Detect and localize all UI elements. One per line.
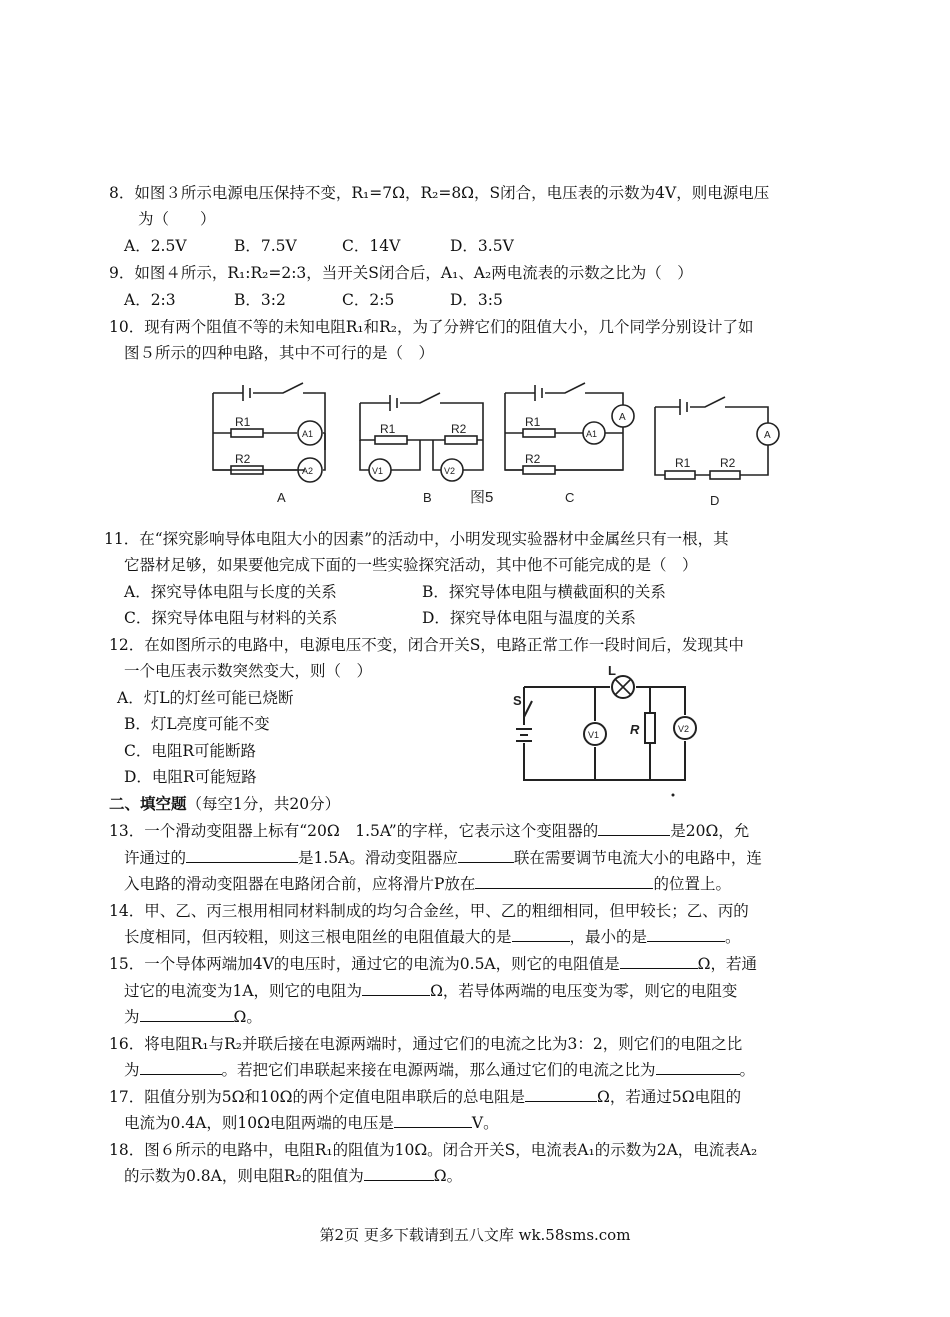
- label-l: L: [608, 665, 616, 678]
- section-2-heading: [109, 793, 340, 815]
- q13-text: 13．一个滑动变阻器上标有“20Ω 1.5A”的字样，它表示这个变阻器的: [109, 822, 599, 840]
- q9-option-c[interactable]: C．2:5: [342, 291, 395, 309]
- q15-text: Ω。: [233, 1008, 262, 1026]
- q14-text: 。: [725, 928, 741, 946]
- label-a1-a: A1: [302, 429, 314, 439]
- q15-text: 过它的电流变为1A，则它的电阻为: [124, 982, 363, 1000]
- q17-line2: [124, 1112, 499, 1134]
- label-r2-c: R2: [525, 452, 541, 466]
- q11-option-c[interactable]: C．探究导体电阻与材料的关系: [124, 609, 338, 627]
- q13-blank-4[interactable]: [475, 873, 653, 889]
- label-a-d: A: [764, 430, 771, 441]
- label-r: R: [630, 722, 640, 737]
- q18-blank-1[interactable]: [364, 1165, 434, 1181]
- q12-line2: 一个电压表示数突然变大，则（ ）: [124, 662, 373, 680]
- resistor-r1-b: [375, 436, 407, 444]
- q12-option-b[interactable]: B．灯L亮度可能不变: [124, 715, 270, 733]
- q12-option-d[interactable]: D．电阻R可能短路: [124, 768, 257, 786]
- q13-line2: [124, 847, 762, 869]
- q12-option-c[interactable]: C．电阻R可能断路: [124, 742, 257, 760]
- q13-line1: [109, 820, 749, 842]
- q16-blank-1[interactable]: [140, 1059, 222, 1075]
- q11-options-row2: [124, 607, 636, 629]
- resistor-r2-c: [523, 466, 555, 474]
- q10-line2: 图５所示的四种电路，其中不可行的是（ ）: [124, 344, 435, 362]
- q13-blank-1[interactable]: [598, 820, 670, 836]
- label-r2-d: R2: [720, 456, 736, 470]
- q13-text: 入电路的滑动变阻器在电路闭合前，应将滑片P放在: [124, 875, 476, 893]
- q8-line2: 为（ ）: [138, 210, 216, 228]
- resistor-r1: [231, 429, 263, 437]
- label-r2-b: R2: [451, 422, 467, 436]
- q14-text: 长度相同，但丙较粗，则这三根电阻丝的电阻值最大的是: [124, 928, 512, 946]
- figure-label-d: D: [710, 493, 720, 508]
- q9-options: [124, 289, 503, 311]
- label-v2-b: V2: [444, 466, 456, 476]
- q18-line2: [124, 1165, 462, 1187]
- q12-circuit: [510, 665, 700, 800]
- q8-option-c[interactable]: C．14V: [342, 237, 401, 255]
- q12-line1: 12．在如图所示的电路中，电源电压不变，闭合开关S，电路正常工作一段时间后，发现其中: [109, 636, 744, 654]
- figure-label-b: B: [423, 490, 432, 505]
- q17-line1: [109, 1086, 741, 1108]
- label-r1-b: R1: [380, 422, 396, 436]
- q15-text: Ω，若导体两端的电压变为零，则它的电阻变: [430, 982, 738, 1000]
- figure-label-a: A: [277, 490, 286, 505]
- q9-line1: 9．如图４所示，R₁:R₂=2:3，当开关S闭合后，A₁、A₂两电流表的示数之比为（ ）: [109, 264, 693, 282]
- q16-blank-2[interactable]: [656, 1059, 740, 1075]
- q16-line1: 16．将电阻R₁与R₂并联后接在电源两端时，通过它们的电流之比为3：2，则它们的电阻之比: [109, 1035, 743, 1053]
- q14-blank-1[interactable]: [512, 926, 570, 942]
- q8-option-a[interactable]: A．2.5V: [124, 237, 187, 255]
- q17-blank-1[interactable]: [525, 1086, 597, 1102]
- q13-text: 的位置上。: [653, 875, 731, 893]
- resistor-r: [645, 713, 655, 743]
- section-2-title: 二、填空题: [109, 794, 187, 813]
- q11-option-b[interactable]: B．探究导体电阻与横截面积的关系: [422, 583, 666, 601]
- label-a-c: A: [619, 412, 626, 423]
- figure-caption: 图5: [470, 489, 494, 506]
- q16-text: 为: [124, 1061, 140, 1079]
- resistor-r2-b: [445, 436, 477, 444]
- q15-line2: [124, 980, 737, 1002]
- q15-line3: [124, 1006, 262, 1028]
- resistor-r1-c: [523, 429, 555, 437]
- q13-text: 联在需要调节电流大小的电路中，连: [513, 849, 762, 867]
- q8-option-b[interactable]: B．7.5V: [234, 237, 297, 255]
- q12-option-a[interactable]: A．灯L的灯丝可能已烧断: [117, 689, 294, 707]
- q9-option-b[interactable]: B．3:2: [234, 291, 286, 309]
- circuit-d: [655, 397, 779, 479]
- switch-s: [524, 701, 532, 717]
- q18-line1: 18．图６所示的电路中，电阻R₁的阻值为10Ω。闭合开关S，电流表A₁的示数为2A，电流表A₂: [109, 1141, 758, 1159]
- q13-text: 是1.5A。滑动变阻器应: [298, 849, 458, 867]
- q14-line2: [124, 926, 741, 948]
- q11-options-row1: [124, 581, 666, 603]
- q17-text: Ω，若通过5Ω电阻的: [597, 1088, 742, 1106]
- label-a1-c: A1: [586, 429, 598, 439]
- q17-text: 17．阻值分别为5Ω和10Ω的两个定值电阻串联后的总电阻是: [109, 1088, 526, 1106]
- q13-line3: [124, 873, 731, 895]
- label-r1-a: R1: [235, 415, 251, 429]
- q8-options: [124, 235, 514, 257]
- label-v1-b: V1: [372, 466, 384, 476]
- label-r1-d: R1: [675, 456, 691, 470]
- q11-option-d[interactable]: D．探究导体电阻与温度的关系: [422, 609, 636, 627]
- q15-text: 15．一个导体两端加4V的电压时，通过它的电流为0.5A，则它的电阻值是: [109, 955, 620, 973]
- q14-line1: 14．甲、乙、丙三根用相同材料制成的均匀合金丝，甲、乙的粗细相同，但甲较长；乙、丙的: [109, 902, 749, 920]
- page-footer: 第2页 更多下载请到五八文库 wk.58sms.com: [319, 1226, 631, 1244]
- label-r2-a: R2: [235, 452, 251, 466]
- q15-text: 为: [124, 1008, 140, 1026]
- label-v2-q12: V2: [678, 724, 690, 734]
- label-a2-a: A2: [302, 466, 314, 476]
- q18-text: 的示数为0.8A，则电阻R₂的阻值为: [124, 1167, 364, 1185]
- q15-text: Ω，若通: [697, 955, 757, 973]
- q16-text: 。若把它们串联起来接在电源两端，那么通过它们的电流之比为: [221, 1061, 656, 1079]
- q14-blank-2[interactable]: [647, 926, 725, 942]
- q9-option-d[interactable]: D．3:5: [450, 291, 503, 309]
- q15-blank-1[interactable]: [620, 953, 698, 969]
- q13-blank-2[interactable]: [186, 847, 298, 863]
- q17-text: V。: [471, 1114, 499, 1132]
- figure-5: [205, 375, 785, 515]
- label-r1-c: R1: [525, 415, 541, 429]
- q13-text: 许通过的: [124, 849, 187, 867]
- q15-line1: [109, 953, 757, 975]
- section-2-note: （每空1分，共20分）: [186, 795, 341, 813]
- q9-option-a[interactable]: A．2:3: [124, 291, 176, 309]
- q10-line1: 10．现有两个阻值不等的未知电阻R₁和R₂，为了分辨它们的阻值大小，几个同学分别设计了如: [109, 318, 754, 336]
- q11-line2: 它器材足够，如果要他完成下面的一些实验探究活动，其中他不可能完成的是（ ）: [124, 556, 698, 574]
- figure-label-c: C: [565, 490, 575, 505]
- q17-blank-2[interactable]: [394, 1112, 472, 1128]
- q11-option-a[interactable]: A．探究导体电阻与长度的关系: [124, 583, 337, 601]
- label-s: S: [513, 693, 522, 708]
- q13-text: 是20Ω，允: [670, 822, 750, 840]
- resistor-r2-d: [710, 471, 740, 479]
- q11-line1: 11．在“探究影响导体电阻大小的因素”的活动中，小明发现实验器材中金属丝只有一根，其: [104, 530, 729, 548]
- q14-text: ，最小的是: [569, 928, 648, 946]
- q16-text: 。: [739, 1061, 756, 1079]
- resistor-r1-d: [665, 471, 695, 479]
- q16-line2: [124, 1059, 755, 1081]
- q18-text: Ω。: [433, 1167, 463, 1185]
- label-v1-q12: V1: [588, 730, 600, 740]
- q13-blank-3[interactable]: [458, 847, 514, 863]
- q8-line1: 8．如图３所示电源电压保持不变，R₁=7Ω，R₂=8Ω，S闭合，电压表的示数为4V，则电源电压: [109, 184, 770, 202]
- q17-text: 电流为0.4A，则10Ω电阻两端的电压是: [124, 1114, 394, 1132]
- q15-blank-3[interactable]: [140, 1006, 234, 1022]
- q8-option-d[interactable]: D．3.5V: [450, 237, 514, 255]
- q15-blank-2[interactable]: [362, 980, 430, 996]
